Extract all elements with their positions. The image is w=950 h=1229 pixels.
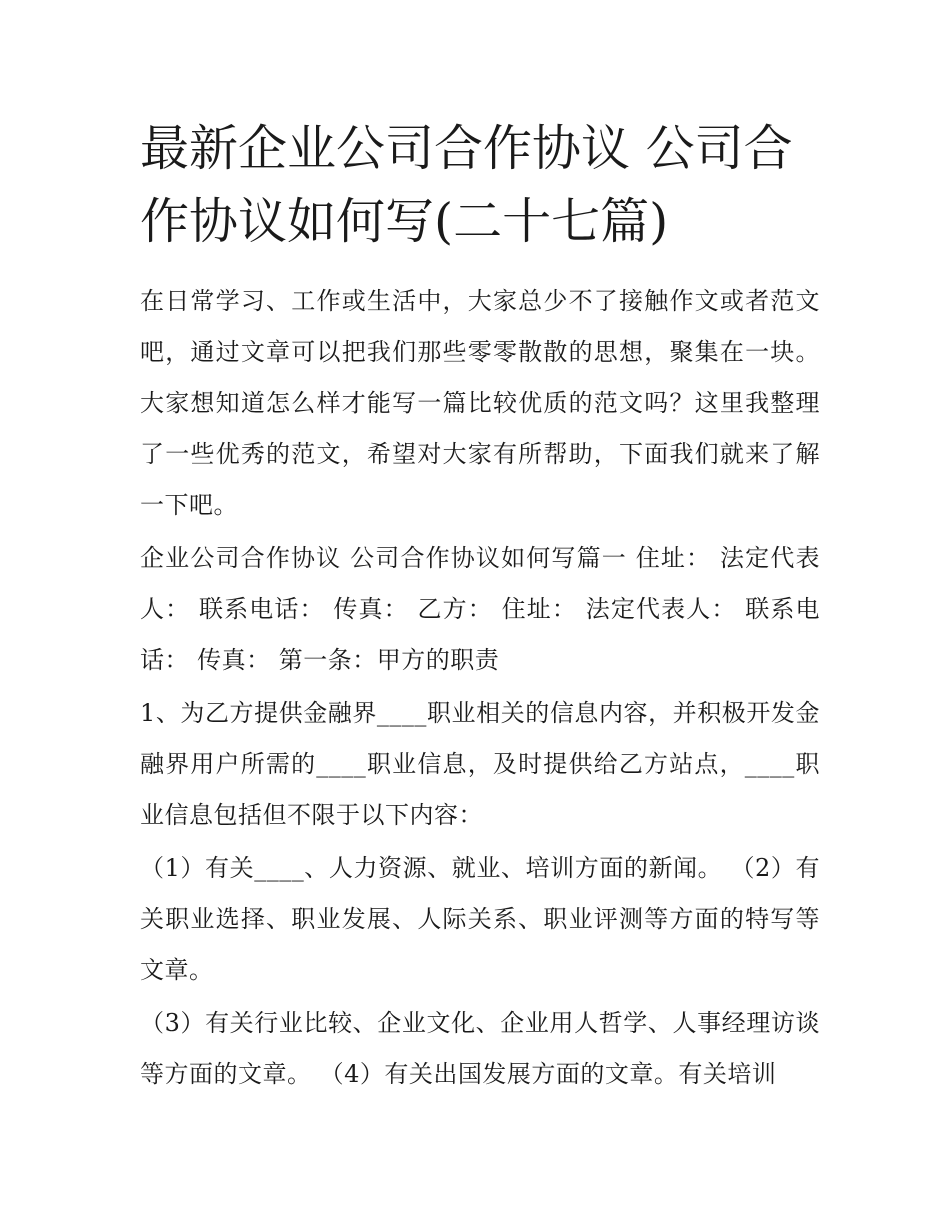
clause-1-paragraph: 1、为乙方提供金融界____职业相关的信息内容，并积极开发金融界用户所需的____职业信息，及时提供给乙方站点，____职业信息包括但不限于以下内容： [140,699,820,829]
document-body [140,112,820,1100]
intro-paragraph: 在日常学习、工作或生活中，大家总少不了接触作文或者范文吧，通过文章可以把我们那些零零散散的思想，聚集在一块。大家想知道怎么样才能写一篇比较优质的范文吗？这里我整理了一些优秀的范文，希望对大家有所帮助，下面我们就来了解一下吧。 [140,287,820,519]
clause-1-items-3-4-paragraph: （3）有关行业比较、企业文化、企业用人哲学、人事经理访谈等方面的文章。 （4）有关出国发展方面的文章。有关培训 [140,1009,820,1088]
agreement-header-paragraph: 企业公司合作协议 公司合作协议如何写篇一 住址： 法定代表人： 联系电话： 传真： 乙方： 住址： 法定代表人： 联系电话： 传真： 第一条：甲方的职责 [140,544,820,674]
clause-1-items-1-2-paragraph: （1）有关____、人力资源、就业、培训方面的新闻。 （2）有关职业选择、职业发展、人际关系、职业评测等方面的特写等文章。 [140,854,820,984]
document-title: 最新企业公司合作协议 公司合作协议如何写(二十七篇) [140,120,793,250]
